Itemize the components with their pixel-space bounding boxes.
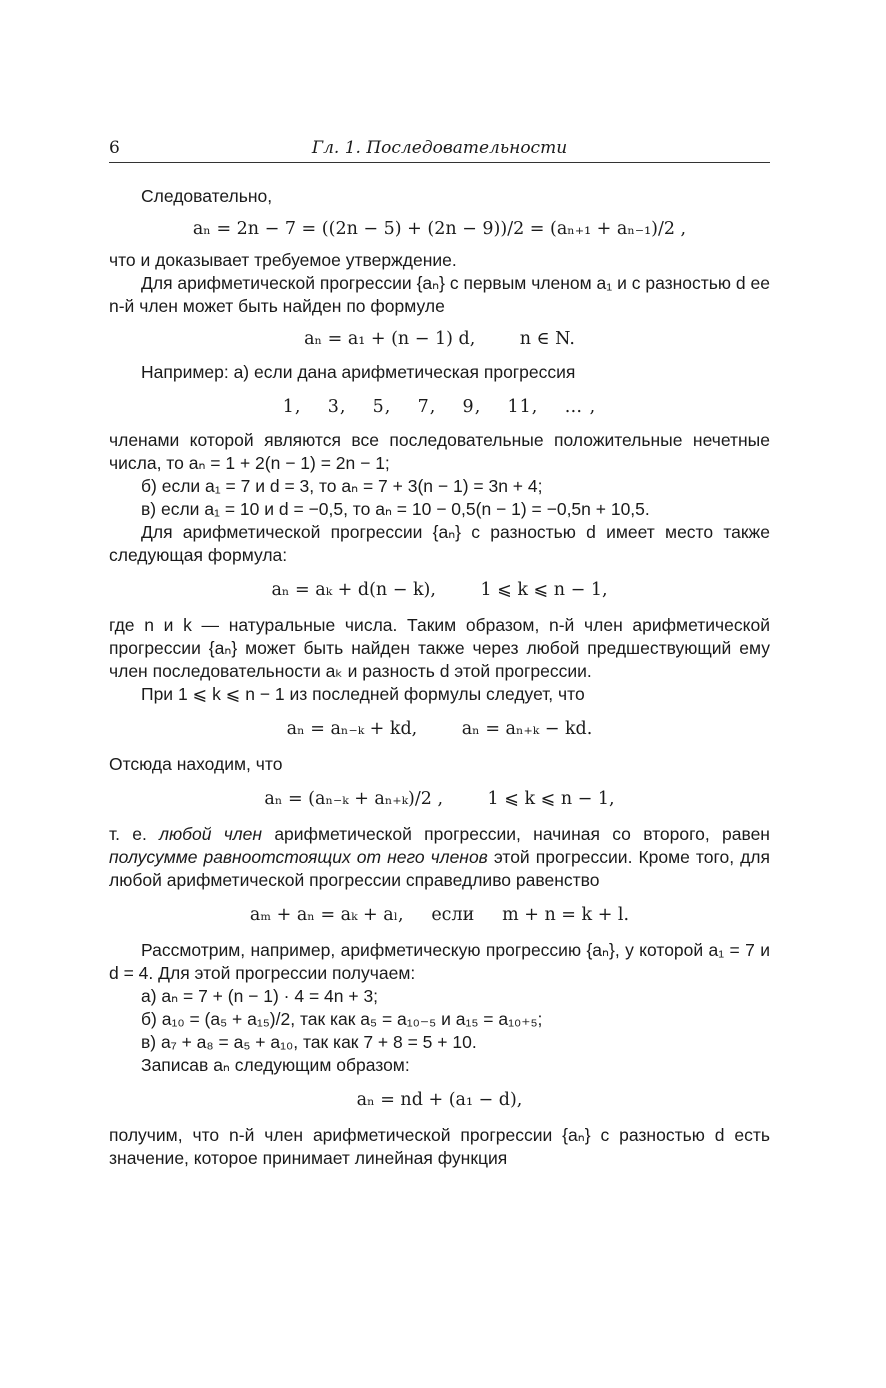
paragraph: получим, что n-й член арифметической прогрессии {aₙ} с разностью d есть значение, которое принимает линейная функция <box>109 1125 770 1168</box>
formula: aₙ = nd + (a₁ − d), <box>356 1090 523 1110</box>
paragraph: членами которой являются все последовательные положительные нечетные числа, то aₙ = 1 + 2(n − 1) = 2n − 1; <box>109 430 770 473</box>
paragraph: Для арифметической прогрессии {aₙ} с первым членом a₁ и с разностью d ее n-й член может быть найден по формуле <box>109 273 770 316</box>
running-title: Гл. 1. Последовательности <box>311 138 568 158</box>
emphasis: полусумме равноотстоящих от него членов <box>109 847 488 867</box>
page-number: 6 <box>109 138 120 158</box>
text-run: этой прогрессии. Кроме того, для любой арифметической прогрессии справедливо равенство <box>109 847 770 890</box>
formula: aₘ + aₙ = aₖ + aₗ, если m + n = k + l. <box>249 905 630 925</box>
list-item: в) a₇ + a₈ = a₅ + a₁₀, так как 7 + 8 = 5 + 10. <box>141 1032 477 1052</box>
paragraph: Рассмотрим, например, арифметическую прогрессию {aₙ}, у которой a₁ = 7 и d = 4. Для этой прогрессии получаем: <box>109 940 770 983</box>
formula: aₙ = 2n − 7 = ((2n − 5) + (2n − 9))/2 = (aₙ₊₁ + aₙ₋₁)/2 , <box>192 219 687 239</box>
paragraph: где n и k — натуральные числа. Таким образом, n-й член арифметической прогрессии {aₙ} может быть найден также через любой предшествующий ему член последовательности aₖ и разность d этой прогрессии. <box>109 615 770 681</box>
paragraph: Записав aₙ следующим образом: <box>141 1055 410 1075</box>
list-item: в) если a₁ = 10 и d = −0,5, то aₙ = 10 − 0,5(n − 1) = −0,5n + 10,5. <box>141 499 650 519</box>
paragraph: Например: а) если дана арифметическая прогрессия <box>141 362 576 382</box>
formula: aₙ = aₖ + d(n − k), 1 ⩽ k ⩽ n − 1, <box>271 580 608 600</box>
paragraph: Следовательно, <box>141 186 273 206</box>
page <box>109 136 770 1170</box>
formula: aₙ = aₙ₋ₖ + kd, aₙ = aₙ₊ₖ − kd. <box>286 719 593 739</box>
list-item: б) если a₁ = 7 и d = 3, то aₙ = 7 + 3(n − 1) = 3n + 4; <box>141 476 543 496</box>
running-header <box>109 136 770 163</box>
formula: 1, 3, 5, 7, 9, 11, … , <box>282 397 597 417</box>
formula: aₙ = a₁ + (n − 1) d, n ∈ N. <box>304 329 575 349</box>
text-run: арифметической прогрессии, начиная со второго, равен <box>262 824 770 844</box>
page-body <box>109 185 770 1170</box>
list-item: б) a₁₀ = (a₅ + a₁₅)/2, так как a₅ = a₁₀₋₅ и a₁₅ = a₁₀₊₅; <box>141 1009 543 1029</box>
list-item: а) aₙ = 7 + (n − 1) · 4 = 4n + 3; <box>141 986 379 1006</box>
formula: aₙ = (aₙ₋ₖ + aₙ₊ₖ)/2 , 1 ⩽ k ⩽ n − 1, <box>264 789 615 809</box>
paragraph <box>109 823 770 892</box>
paragraph: Для арифметической прогрессии {aₙ} с разностью d имеет место также следующая формула: <box>109 522 770 565</box>
paragraph: что и доказывает требуемое утверждение. <box>109 250 457 270</box>
text-run: т. е. <box>109 824 160 844</box>
paragraph: Отсюда находим, что <box>109 754 283 774</box>
paragraph: При 1 ⩽ k ⩽ n − 1 из последней формулы следует, что <box>141 684 585 704</box>
emphasis: любой член <box>159 824 263 844</box>
